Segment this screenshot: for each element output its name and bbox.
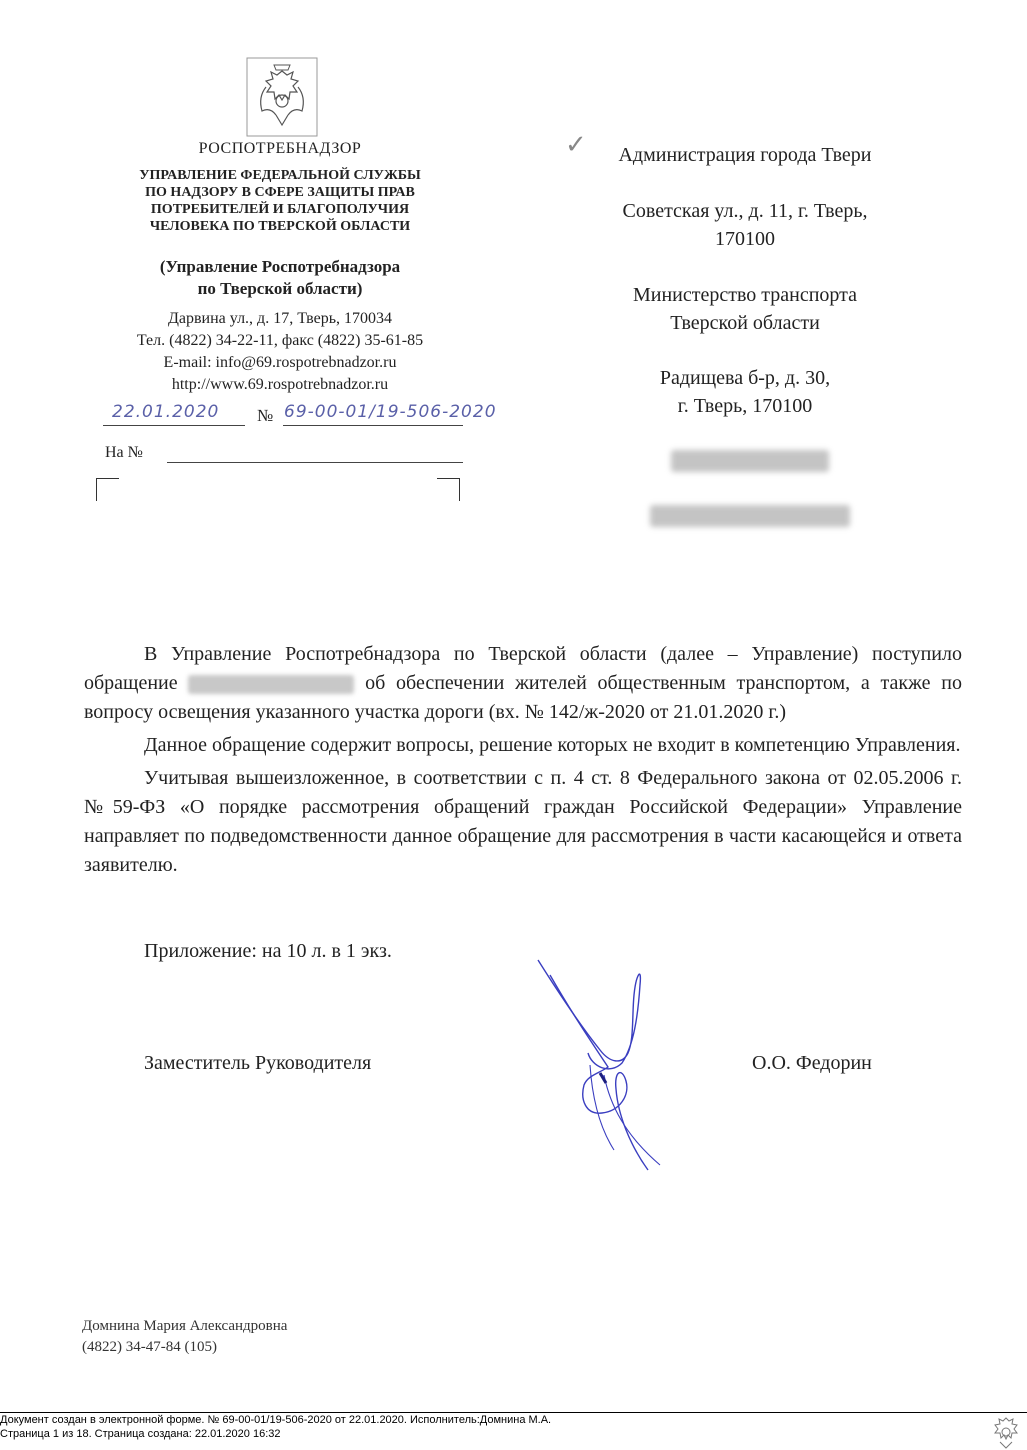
handwritten-signature xyxy=(530,955,680,1180)
org-website: http://www.69.rospotrebnadzor.ru xyxy=(171,376,389,393)
org-abbreviation: (Управление Роспотребнадзора по Тверской области) xyxy=(159,257,401,298)
date-underline xyxy=(103,425,245,426)
signatory-title: Заместитель Руководителя xyxy=(144,1052,372,1074)
number-sign: № xyxy=(257,406,274,425)
checkmark-icon: ✓ xyxy=(565,130,587,159)
recipient-1-address: Советская ул., д. 11, г. Тверь, 170100 xyxy=(622,200,868,250)
org-short-name: РОСПОТРЕБНАДЗОР xyxy=(198,140,362,157)
org-email: E-mail: info@69.rospotrebnadzor.ru xyxy=(163,354,397,371)
redacted-recipient-email xyxy=(650,505,850,527)
redacted-applicant-name xyxy=(188,675,354,694)
footer-coat-of-arms-icon xyxy=(988,1414,1024,1450)
address-corner-left xyxy=(96,478,119,501)
executor-phone: (4822) 34-47-84 (105) xyxy=(82,1339,217,1355)
org-phone: Тел. (4822) 34-22-11, факс (4822) 35-61-85 xyxy=(136,332,424,349)
executor-info xyxy=(82,1316,287,1358)
paragraph-1: В Управление Роспотребнадзора по Тверской области (далее – Управление) поступило обращение об обеспечении жителей общественным транспортом, а также по вопросу освещения указанного участка дороги (вх. № 142/ж-2020 от 21.01.2020 г.) xyxy=(84,643,962,723)
footer-line-2: Страница 1 из 18. Страница создана: 22.01.2020 16:32 xyxy=(0,1428,281,1440)
number-underline xyxy=(283,425,463,426)
registration-date: 22.01.2020 xyxy=(112,402,220,422)
redacted-recipient-name xyxy=(671,450,829,472)
recipient-2-address: Радищева б-р, д. 30, г. Тверь, 170100 xyxy=(659,367,831,417)
address-corner-right xyxy=(437,478,460,501)
executor-name: Домнина Мария Александровна xyxy=(82,1318,288,1334)
signatory-name: О.О. Федорин xyxy=(752,1052,872,1074)
org-full-name: УПРАВЛЕНИЕ ФЕДЕРАЛЬНОЙ СЛУЖБЫ ПО НАДЗОРУ В СФЕРЕ ЗАЩИТЫ ПРАВ ПОТРЕБИТЕЛЕЙ И БЛАГОПОЛУЧИЯ ЧЕЛОВЕКА ПО ТВЕРСКОЙ ОБЛАСТИ xyxy=(139,168,421,234)
paragraph-3: Учитывая вышеизложенное, в соответствии с п. 4 ст. 8 Федерального закона от 02.05.2006 г. №59-ФЗ «О порядке рассмотрения обращений граждан Российской Федерации» Управление направляет по подведомственности данное обращение для рассмотрения в части касающейся и ответа заявителю. xyxy=(84,767,962,876)
org-address: Дарвина ул., д. 17, Тверь, 170034 xyxy=(167,310,393,327)
letter-body xyxy=(84,640,962,884)
recipient-1-name: Администрация города Твери xyxy=(618,144,872,166)
reply-to-line xyxy=(167,462,463,463)
registration-number: 69-00-01/19-506-2020 xyxy=(284,402,497,422)
org-contacts xyxy=(90,308,470,396)
coat-of-arms-icon xyxy=(246,57,318,137)
footer-line-1: Документ создан в электронной форме. № 69-00-01/19-506-2020 от 22.01.2020. Исполнитель:Домнина М.А. xyxy=(0,1414,552,1426)
recipient-2-name: Министерство транспорта Тверской области xyxy=(632,284,858,334)
paragraph-2: Данное обращение содержит вопросы, решение которых не входит в компетенцию Управления. xyxy=(144,734,961,756)
reply-to-label: На № xyxy=(105,444,143,461)
electronic-document-footer xyxy=(0,1413,551,1441)
attachment-note: Приложение: на 10 л. в 1 экз. xyxy=(144,940,392,962)
